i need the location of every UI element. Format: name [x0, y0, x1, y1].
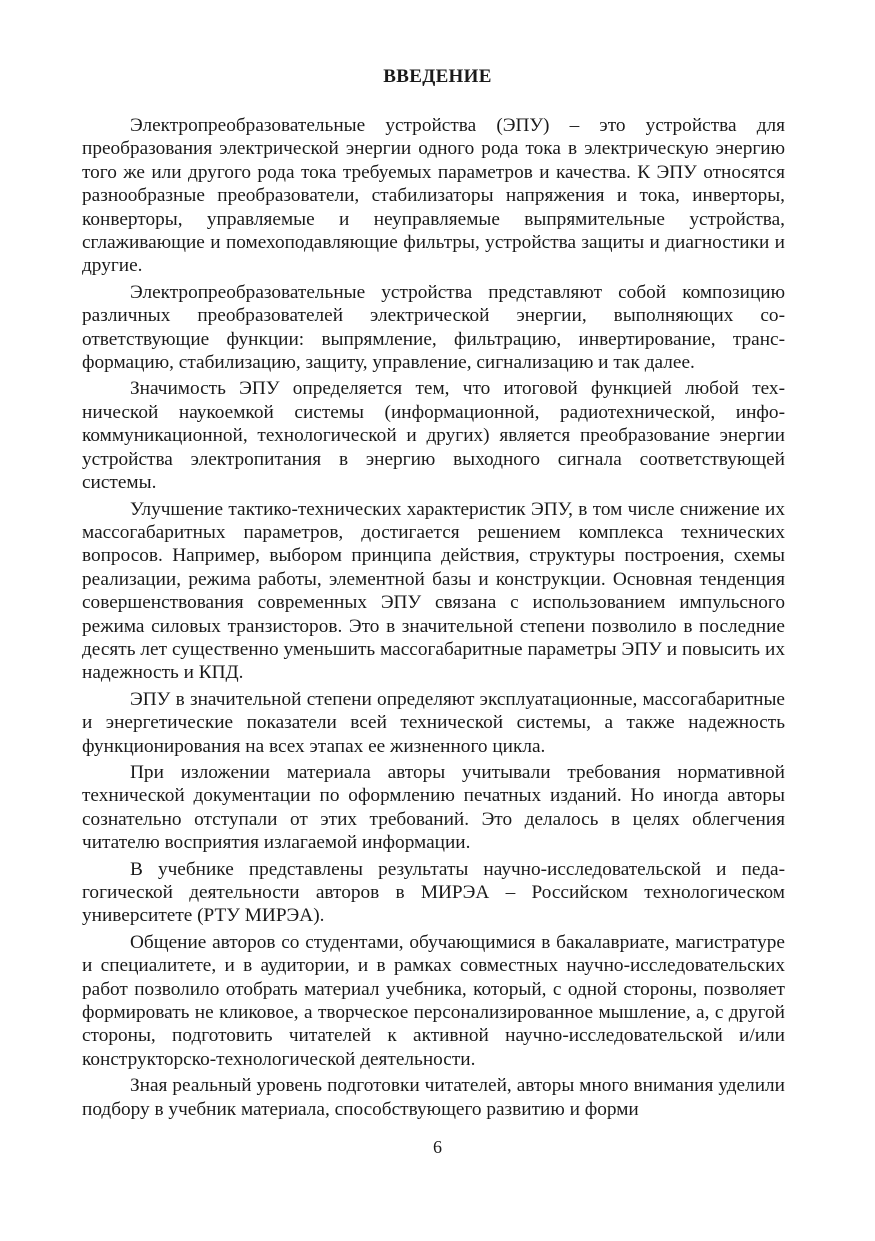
- page-number: 6: [433, 1137, 442, 1157]
- paragraph-5: ЭПУ в значительной степени определяют эксплуатационные, массогабаритные и энергетические показатели всей технической системы, а также надежность функционирования на всех этапах ее жизненного цикла.: [82, 688, 785, 757]
- paragraph-3: Значимость ЭПУ определяется тем, что итоговой функцией любой технической наукоемкой системы (информационной, радиотехнической, инфокоммуникационной, технологической и других) является преобразование энергии устройства электропитания в энергию выходного сигнала соответствующей системы.: [82, 378, 785, 494]
- paragraph-8: Общение авторов со студентами, обучающимися в бакалавриате, магистратуре и специалитете, и в аудитории, и в рамках совместных научно-исследовательских работ позволило отобрать материал учебника, который, с одной стороны, позволяет формировать не кликовое, а творческое персонализированное мышление, а, с другой стороны, подготовить читателей к активной научно-исследовательской и/или конструкторско-технологической деятельности.: [82, 931, 785, 1070]
- paragraph-2: Электропреобразовательные устройства представляют собой композицию различных преобразователей электрической энергии, выполняющих соответствующие функции: выпрямление, фильтрацию, инвертирование, трансформацию, стабилизацию, защиту, управление, сигнализацию и так далее.: [82, 281, 785, 374]
- paragraph-1: Электропреобразовательные устройства (ЭПУ) – это устройства для преобразования электрической энергии одного рода тока в электрическую энергию того же или другого рода тока требуемых параметров и качества. К ЭПУ относятся разнообразные преобразователи, стабилизаторы напряжения и тока, инверторы, конверторы, управляемые и неуправляемые выпрямительные устройства, сглаживающие и помехоподавляющие фильтры, устройства защиты и диагностики и другие.: [82, 115, 785, 277]
- section-heading: ВВЕДЕНИЕ: [383, 66, 492, 87]
- paragraph-4: Улучшение тактико-технических характеристик ЭПУ, в том числе снижение их массогабаритных параметров, достигается решением комплекса технических вопросов. Например, выбором принципа действия, структуры построения, схемы реализации, режима работы, элементной базы и конструкции. Основная тенденция совершенствования современных ЭПУ связана с использованием импульсного режима силовых транзисторов. Это в значительной степени позволило в последние десять лет существенно уменьшить массогабаритные параметры ЭПУ и повысить их надежность и КПД.: [82, 498, 785, 684]
- body-text: [82, 114, 785, 1124]
- paragraph-9: Зная реальный уровень подготовки читателей, авторы много внимания уделили подбору в учебник материала, способствующего развитию и форми: [82, 1075, 785, 1120]
- paragraph-7: В учебнике представлены результаты научно-исследовательской и педагогической деятельности авторов в МИРЭА – Российском технологическом университете (РТУ МИРЭА).: [82, 858, 785, 927]
- paragraph-6: При изложении материала авторы учитывали требования нормативной технической документации по оформлению печатных изданий. Но иногда авторы сознательно отступали от этих требований. Это делалось в целях облегчения читателю восприятия излагаемой информации.: [82, 761, 785, 854]
